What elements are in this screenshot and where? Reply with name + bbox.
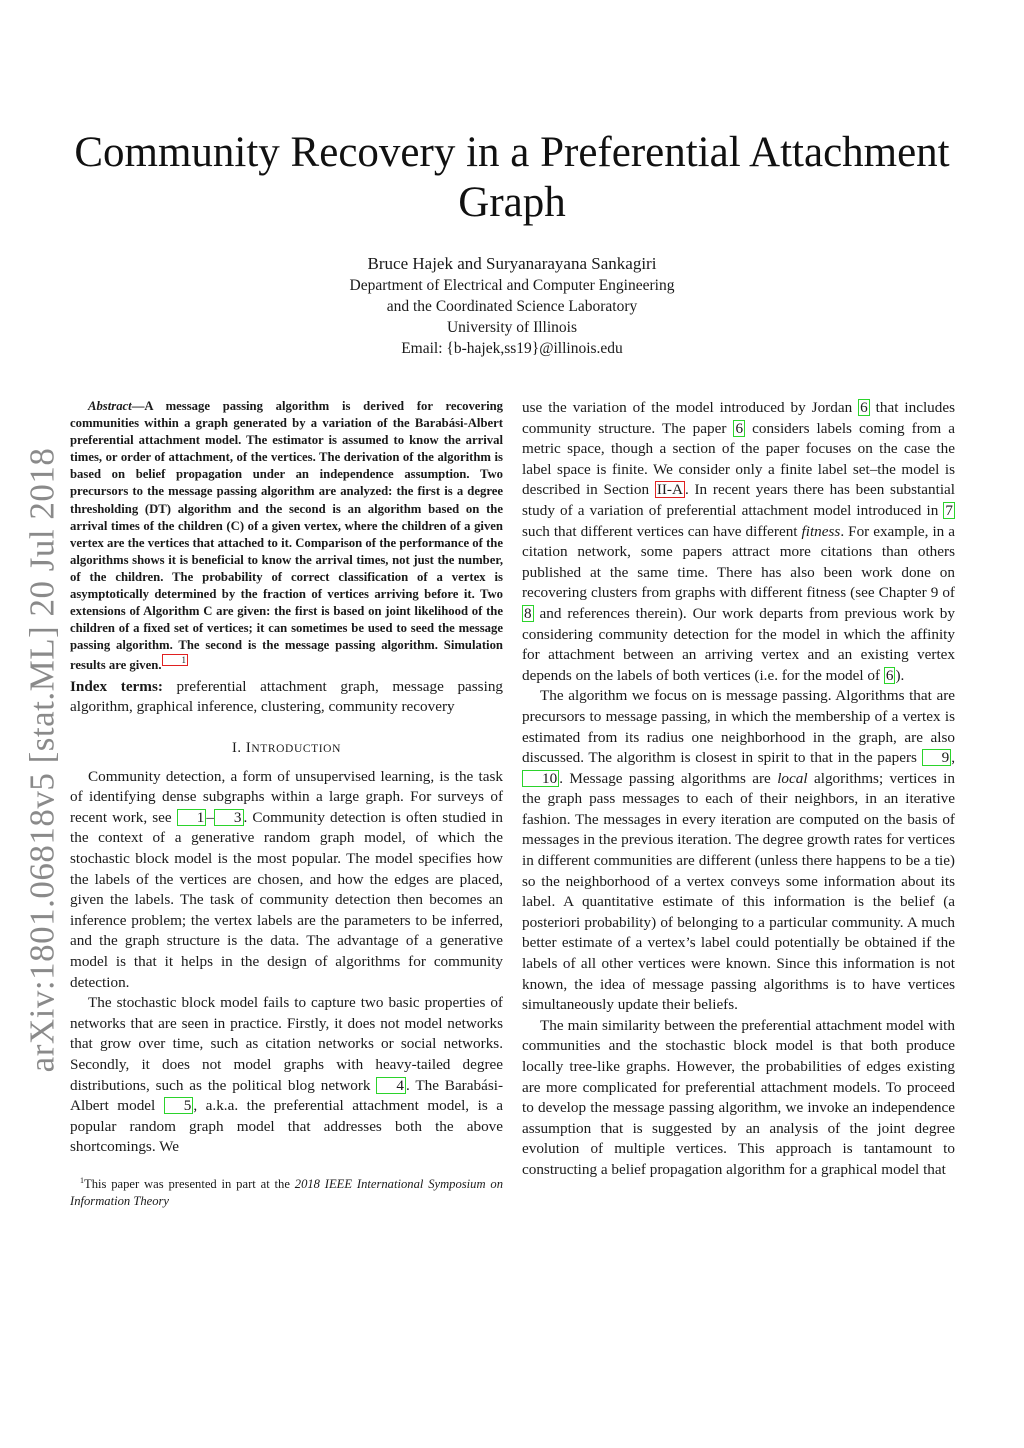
paragraph-text: The algorithm we focus on is message passing. Algorithms that are precursors to message passing, in which the membership of a vertex is estimated from its radius one neighborhood in the graph, are also discussed. The algorithm is closest in spirit to that in the papers (522, 687, 955, 767)
affiliation-lab: and the Coordinated Science Laboratory (386, 298, 638, 315)
paragraph-text: The stochastic block model fails to capture two basic properties of networks that are seen in practice. Firstly, it does not model networks that grow over time, such as citation networks or social networks. Secondly, it does not model graphs with heavy-tailed degree distributions, such as the political blog network (70, 994, 503, 1094)
footnote-mark: 1 (80, 1175, 84, 1185)
right-paragraph-2 (522, 686, 955, 1016)
citation-dash: – (206, 808, 214, 826)
author-names: Bruce Hajek and Suryanarayana Sankagiri (367, 254, 657, 273)
citation-link[interactable]: 8 (524, 604, 532, 622)
citation-link[interactable]: 6 (860, 399, 868, 416)
index-terms (70, 677, 503, 718)
citation-link[interactable]: 3 (214, 809, 244, 826)
arxiv-stamp-text: arXiv:1801.06818v5 [stat.ML] 20 Jul 2018 (22, 447, 61, 1073)
paragraph-text: . The Barabási-Albert model (70, 1076, 504, 1115)
index-terms-label: Index terms: (70, 677, 163, 695)
abstract-footnote-link[interactable]: 1 (162, 654, 189, 666)
citation-link[interactable]: 10 (522, 770, 559, 787)
emphasis-term: local (777, 769, 808, 787)
section-title-initial: I (245, 739, 252, 756)
right-paragraph-3: The main similarity between the preferential attachment model with communities and the stochastic block model is that both produce locally tree-like graphs. However, the probabilities of edges existing are more complicated for preferential attachment models. To proceed to develop the message passing algorithm, we invoke an independence assumption that is suggested by an analysis of the joint degree evolution of multiple vertices. This approach is tantamount to constructing a belief propagation algorithm for a graphical model that (522, 1016, 955, 1178)
paper-title: Community Recovery in a Preferential Attachment Graph (74, 129, 950, 226)
citation-link[interactable]: 1 (177, 809, 207, 826)
citation-link[interactable]: 4 (376, 1077, 406, 1094)
paragraph-text: such that different vertices can have different (522, 522, 802, 540)
affiliation-email: Email: {b-hajek,ss19}@illinois.edu (401, 340, 623, 357)
footnote (70, 1173, 503, 1209)
abstract (70, 398, 503, 675)
abstract-text: —A message passing algorithm is derived for recovering communities within a graph generated by a variation of the Barabási-Albert preferential attachment model. The estimator is assumed to know the arrival times, or order of attachment, of the vertices. The derivation of the algorithm is based on belief propagation under an independence assumption. Two precursors to the message passing algorithm are analyzed: the first is a degree thresholding (DT) algorithm and the second is an algorithm based on the arrival times of the children (C) of a given vertex, where the children of a given vertex are the vertices that attached to it. Comparison of the performance of the algorithms shows it is beneficial to know the arrival times, not just the number, of the children. The probability of correct classification of a vertex is asymptotically determined by the fraction of vertices arriving before it. Two extensions of Algorithm C are given: the first is based on joint likelihood of the children of a fixed set of vertices; it can sometimes be used to seed the message passing algorithm. The second is the message passing algorithm. Simulation results are given. (70, 399, 503, 673)
paragraph-text: that includes community structure. The paper (522, 399, 956, 437)
section-title-rest: NTRODUCTION (251, 742, 341, 755)
right-paragraph-1 (522, 398, 955, 686)
citation-link[interactable]: 9 (922, 749, 952, 766)
section-number: I. (232, 739, 242, 756)
section-heading-introduction (70, 738, 503, 759)
paragraph-text: . In recent years there has been substantial study of a variation of preferential attachment model introduced in (522, 481, 955, 519)
paragraph-text: . Message passing algorithms are (559, 769, 778, 787)
affiliation-department: Department of Electrical and Computer Engineering (349, 277, 675, 294)
intro-paragraph-2 (70, 993, 503, 1158)
paragraph-text: . Community detection is often studied in the context of a generative random graph model, of which the stochastic block model is the most popular. The model specifies how the labels of the vertices are chosen, and how the edges are placed, given the labels. The task of community detection then becomes an inference problem; the vertex labels are the parameters to be inferred, and the graph structure is the data. The advantage of a generative model is that it helps in the design of algorithms for community detection. (70, 808, 503, 991)
paragraph-text: algorithms; vertices in the graph pass messages to each of their neighbors, in an iterative fashion. The messages in every iteration are computed on the basis of messages in the previous iteration. The degree growth rates for vertices in different communities are different (unless there happens to be a tie) so the neighborhood of a vertex conveys some information about its label. A quantitative estimate of this information is the belief (a posteriori probability) of belonging to a particular community. A much better estimate of a vertex’s label could potentially be obtained if the labels of all other vertices were known. Since this information is not known, the idea of message passing algorithms is to have vertices simultaneously update their beliefs. (522, 769, 955, 1014)
citation-link[interactable]: 6 (735, 419, 744, 437)
abstract-label: Abstract (88, 399, 132, 413)
left-column (70, 398, 503, 1209)
paragraph-text: , a.k.a. the preferential attachment model, is a popular random graph model that addresses both the above shortcomings. We (70, 1097, 503, 1156)
footnote-venue: 2018 IEEE International Symposium on Information Theory (70, 1177, 504, 1208)
citation-link[interactable]: 7 (945, 501, 953, 519)
citation-link[interactable]: 6 (885, 666, 894, 684)
affiliation-university: University of Illinois (446, 319, 578, 336)
emphasis-term: fitness (801, 522, 841, 540)
author-block (200, 252, 824, 359)
citation-link[interactable]: 5 (164, 1097, 194, 1114)
right-column (522, 398, 955, 1181)
paragraph-text: use the variation of the model introduced by Jordan (522, 399, 859, 416)
paragraph-text: considers labels coming from a metric space, though a section of the paper focuses on the case the label space is finite. We consider only a finite label set–the model is described in Section (522, 419, 955, 499)
intro-paragraph-1 (70, 767, 503, 994)
index-terms-text: preferential attachment graph, message passing algorithm, graphical inference, clustering, community recovery (70, 677, 504, 716)
arxiv-identifier-stamp (20, 447, 64, 1073)
paragraph-text: . For example, in a citation network, some papers attract more citations than others published at the same time. There has also been work done on recovering clusters from graphs with different fitness (see Chapter 9 of (522, 522, 955, 602)
paragraph-text: Community detection, a form of unsupervised learning, is the task of identifying dense subgraphs within a large graph. For surveys of recent work, see (70, 767, 503, 826)
footnote-text: This paper was presented in part at the (84, 1177, 295, 1192)
paragraph-text: ). (895, 666, 905, 684)
section-cross-reference-link[interactable]: II-A (656, 481, 683, 499)
paragraph-text: and references therein). Our work departs from previous work by considering community detection for the model in which the affinity for attachment between an arriving vertex and an existing vertex depends on the labels of both vertices (i.e. for the model of (522, 604, 955, 684)
citation-separator: , (951, 749, 955, 767)
